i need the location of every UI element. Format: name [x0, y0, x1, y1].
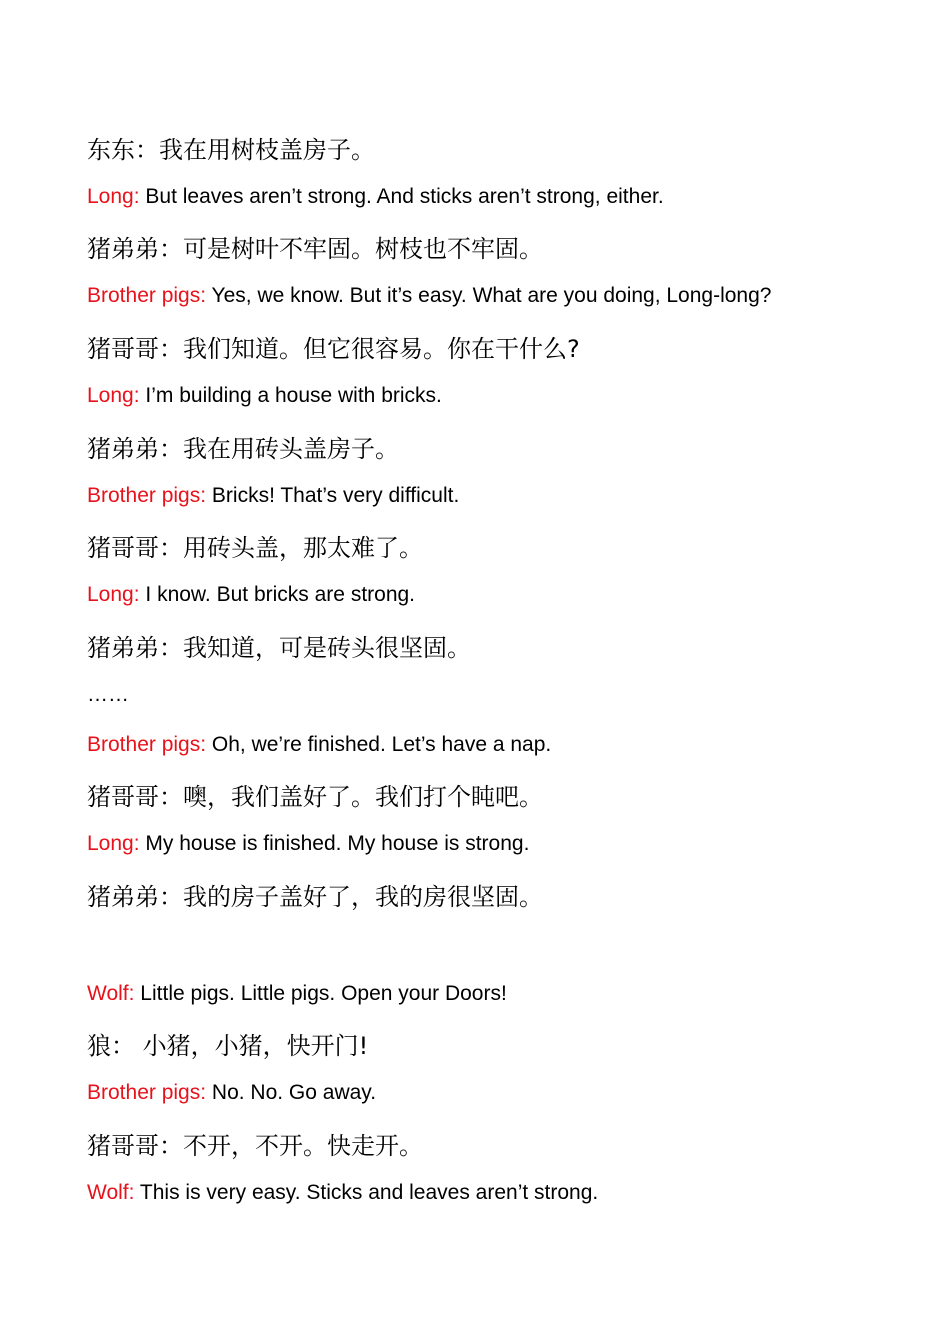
line-text: 猪弟弟：我在用砖头盖房子。	[87, 435, 399, 463]
line-text: ……	[87, 683, 129, 706]
line-text: 猪弟弟：我的房子盖好了，我的房很坚固。	[87, 883, 543, 911]
dialogue-line-en	[87, 282, 771, 310]
line-text: 东东：我在用树枝盖房子。	[87, 136, 375, 164]
line-text: My house is finished. My house is strong.	[139, 832, 530, 855]
dialogue-line-en	[87, 482, 459, 510]
speaker-label: Brother pigs:	[87, 733, 207, 756]
dialogue-line-en	[87, 1179, 598, 1207]
line-text: 猪哥哥：用砖头盖，那太难了。	[87, 534, 423, 562]
dialogue-line-zh	[87, 532, 423, 564]
line-text: I know. But bricks are strong.	[139, 583, 416, 606]
speaker-label: Brother pigs:	[87, 484, 207, 507]
dialogue-line-zh	[87, 233, 543, 265]
dialogue-line-en	[87, 731, 551, 759]
speaker-label: Brother pigs:	[87, 1081, 207, 1104]
speaker-label: Brother pigs:	[87, 284, 207, 307]
line-text: I’m building a house with bricks.	[139, 384, 442, 407]
line-text: This is very easy. Sticks and leaves aren’t strong.	[134, 1181, 599, 1204]
speaker-label: Wolf:	[87, 1181, 135, 1204]
dialogue-line-zh	[87, 1130, 423, 1162]
speaker-label: Long:	[87, 583, 140, 606]
dialogue-line-en	[87, 382, 442, 410]
dialogue-line-zh	[87, 881, 543, 913]
line-text: 狼： 小猪，小猪，快开门!	[87, 1032, 369, 1060]
line-text: But leaves aren’t strong. And sticks aren’t strong, either.	[139, 185, 664, 208]
dialogue-line-en	[87, 183, 664, 211]
ellipsis-line	[87, 681, 129, 709]
dialogue-line-zh	[87, 134, 375, 166]
line-text: 猪哥哥：不开，不开。快走开。	[87, 1132, 423, 1160]
line-text: Bricks! That’s very difficult.	[206, 484, 460, 507]
speaker-label: Long:	[87, 185, 140, 208]
line-text: 猪弟弟：可是树叶不牢固。树枝也不牢固。	[87, 235, 543, 263]
line-text: 猪哥哥：噢，我们盖好了。我们打个盹吧。	[87, 783, 543, 811]
dialogue-line-zh	[87, 781, 543, 813]
line-text: 猪弟弟：我知道，可是砖头很坚固。	[87, 634, 471, 662]
line-text: Yes, we know. But it’s easy. What are you doing, Long-long?	[206, 284, 772, 307]
dialogue-line-zh	[87, 632, 471, 664]
dialogue-line-en	[87, 1079, 376, 1107]
dialogue-line-en	[87, 830, 529, 858]
line-text: Oh, we’re finished. Let’s have a nap.	[206, 733, 552, 756]
dialogue-line-en	[87, 980, 507, 1008]
line-text: Little pigs. Little pigs. Open your Doors!	[134, 982, 507, 1005]
speaker-label: Long:	[87, 384, 140, 407]
dialogue-line-zh	[87, 433, 399, 465]
dialogue-line-zh	[87, 1030, 368, 1062]
speaker-label: Long:	[87, 832, 140, 855]
speaker-label: Wolf:	[87, 982, 135, 1005]
line-text: 猪哥哥：我们知道。但它很容易。你在干什么?	[87, 335, 580, 363]
line-text: No. No. Go away.	[206, 1081, 377, 1104]
dialogue-line-en	[87, 581, 415, 609]
dialogue-line-zh	[87, 333, 580, 365]
